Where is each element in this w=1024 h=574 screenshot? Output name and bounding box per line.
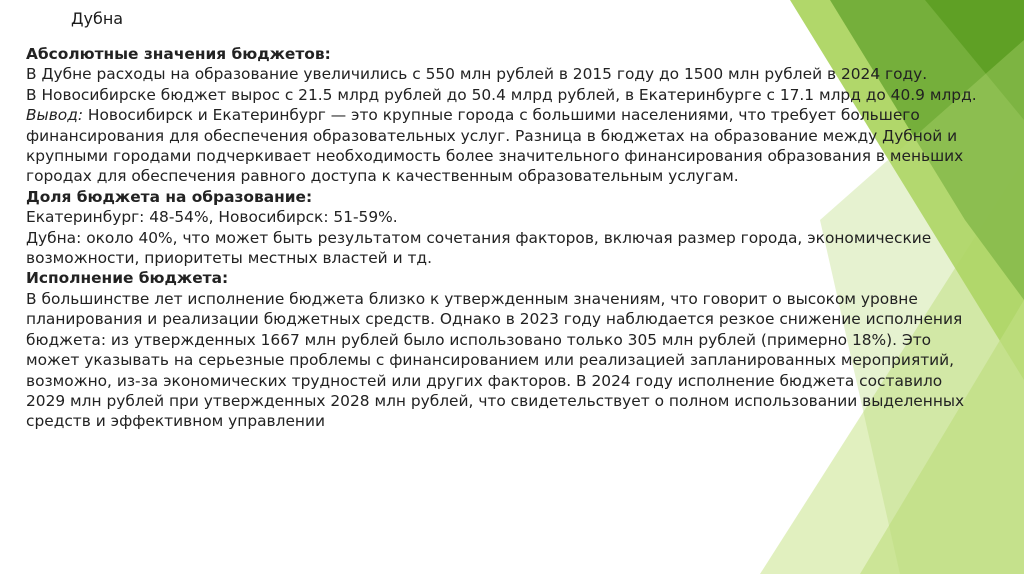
conclusion-text: Новосибирск и Екатеринбург — это крупные города с большими населениями, что требует большего финансирования для обеспечения образовательных услуг. Разница в бюджетах на образование между Дубной и крупными городами подчеркивает необходимость более значительного финансирования образования в меньших городах для обеспечения равного доступа к качественным образовательным услугам. (26, 106, 964, 186)
paragraph-novosibirsk-ekaterinburg: В Новосибирске бюджет вырос с 21.5 млрд рублей до 50.4 млрд рублей, в Екатеринбурге с 17.1 млрд до 40.9 млрд. (26, 85, 977, 104)
section-heading-absolute-values: Абсолютные значения бюджетов: (26, 45, 331, 63)
section-heading-budget-share: Доля бюджета на образование: (26, 187, 313, 206)
paragraph-dubna-expenses: В Дубне расходы на образование увеличились с 550 млн рублей в 2015 году до 1500 млн рублей в 2024 году. (26, 65, 928, 84)
conclusion-label: Вывод: (26, 106, 84, 125)
paragraph-budget-execution: В большинстве лет исполнение бюджета близко к утвержденным значениям, что говорит о высоком уровне планирования и реализации бюджетных средств. Однако в 2023 году наблюдается резкое снижение исполнения бюджета: из утвержденных 1667 млн рублей было использовано только 305 млн рублей (примерно 18%). Это может указывать на серьезные проблемы с финансированием или реализацией запланированных мероприятий, возможно, из-за экономических трудностей или других факторов. В 2024 году исполнение бюджета составило 2029 млн рублей при утвержденных 2028 млн рублей, что свидетельствует о полном использовании выделенных средств и эффективном управлении (26, 289, 965, 431)
section-heading-budget-execution: Исполнение бюджета: (26, 269, 229, 288)
slide-body (26, 44, 986, 432)
slide-title: Дубна (71, 9, 124, 28)
paragraph-share-cities: Екатеринбург: 48-54%, Новосибирск: 51-59%. (26, 208, 398, 227)
paragraph-conclusion (26, 105, 986, 187)
paragraph-share-dubna: Дубна: около 40%, что может быть результатом сочетания факторов, включая размер города, экономические возможности, приоритеты местных властей и тд. (26, 228, 932, 268)
